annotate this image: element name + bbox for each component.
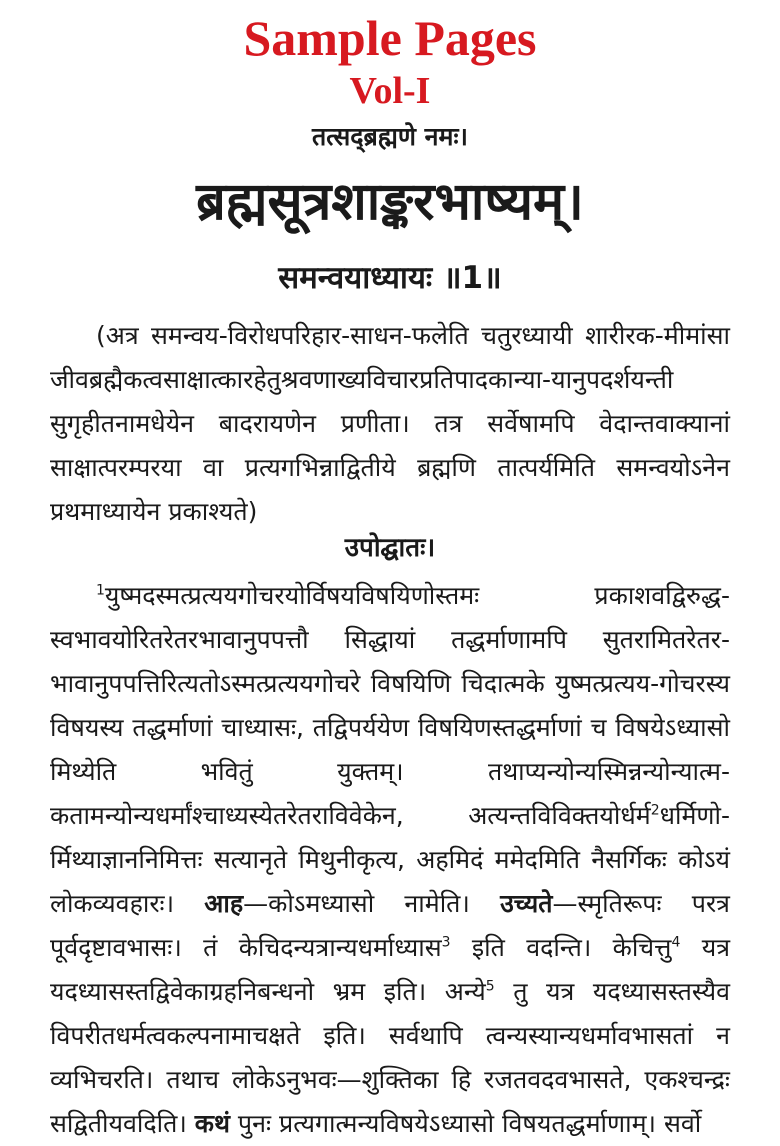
bold-term-katham: कथं	[194, 1109, 230, 1138]
footnote-marker-1: 1	[96, 582, 105, 599]
body-text-6: यत्र यदध्यासस्तद्विवेकाग्रहनिबन्धनो भ्रम इति। अन्ये	[50, 933, 730, 1006]
footnote-marker-3: 3	[441, 934, 451, 951]
body-text-4: —स्मृतिरूपः परत्र पूर्वदृष्टावभासः। तं केचिदन्यत्रान्यधर्माध्यास	[50, 889, 730, 962]
footnote-marker-4: 4	[671, 934, 681, 951]
body-text-5: इति वदन्ति। केचित्तु	[450, 933, 672, 962]
section-heading: उपोद्घातः।	[344, 533, 436, 563]
sample-pages-title: Sample Pages	[243, 10, 537, 66]
intro-paragraph: (अत्र समन्वय-विरोधपरिहार-साधन-फलेति चतुरध्यायी शारीरक-मीमांसा जीवब्रह्मैकत्वसाक्षात्कारहेतुश्रवणाख्यविचारप्रतिपादकान्या-यानुपदर्शयन्ती सुगृहीतनामधेयेन बादरायणेन प्रणीता। तत्र सर्वेषामपि वेदान्तवाक्यानां साक्षात्परम्परया वा प्रत्यगभिन्नाद्वितीये ब्रह्मणि तात्पर्यमिति समन्वयोऽनेन प्रथमाध्यायेन प्रकाश्यते)	[50, 321, 730, 526]
bold-term-aha: आह	[204, 889, 244, 918]
body-paragraph	[50, 574, 730, 1146]
footnote-marker-5: 5	[485, 978, 495, 995]
chapter-heading: समन्वयाध्यायः ॥1॥	[278, 260, 502, 296]
body-text-7: तु यत्र यदध्यासस्तस्यैव विपरीतधर्मत्वकल्पनामाचक्षते इति। सर्वथापि त्वन्यस्यान्यधर्मावभासतां न व्यभिचरति। तथाच लोकेऽनुभवः—शुक्तिका हि रजतवदवभासते, एकश्चन्द्रः सद्वितीयवदिति।	[50, 977, 731, 1138]
body-text-1: युष्मदस्मत्प्रत्ययगोचरयोर्विषयविषयिणोस्तमः प्रकाशवद्विरुद्ध-स्वभावयोरितरेतरभावानुपपत्तौ सिद्धायां तद्धर्माणामपि सुतरामितरेतर-भावानुपपत्तिरित्यतोऽस्मत्प्रत्ययगोचरे विषयिणि चिदात्मके युष्मत्प्रत्यय-गोचरस्य विषयस्य तद्धर्माणां चाध्यासः, तद्विपर्ययेण विषयिणस्तद्धर्माणां च विषयेऽध्यासो मिथ्येति भवितुं युक्तम्। तथाप्यन्योन्यस्मिन्नन्योन्यात्म-कतामन्योन्यधर्मांश्चाध्यस्येतरेतराविवेकेन, अत्यन्तविविक्तयोर्धर्म	[50, 581, 730, 830]
footnote-marker-2: 2	[650, 802, 660, 819]
volume-label: Vol-I	[349, 70, 431, 112]
body-text-8: पुनः प्रत्यगात्मन्यविषयेऽध्यासो विषयतद्धर्माणाम्। सर्वो	[229, 1109, 702, 1138]
body-text-2: धर्मिणो-र्मिथ्याज्ञाननिमित्तः सत्यानृते मिथुनीकृत्य, अहमिदं ममेदमिति नैसर्गिकः कोऽयं लोकव्यवहारः।	[50, 801, 730, 918]
bold-term-uchyate: उच्यते	[500, 889, 553, 918]
main-heading: ब्रह्मसूत्रशाङ्करभाष्यम्।	[196, 172, 584, 232]
body-text-3: —कोऽमध्यासो नामेति।	[243, 889, 501, 918]
invocation-line: तत्सद्ब्रह्मणे नमः।	[311, 122, 468, 151]
